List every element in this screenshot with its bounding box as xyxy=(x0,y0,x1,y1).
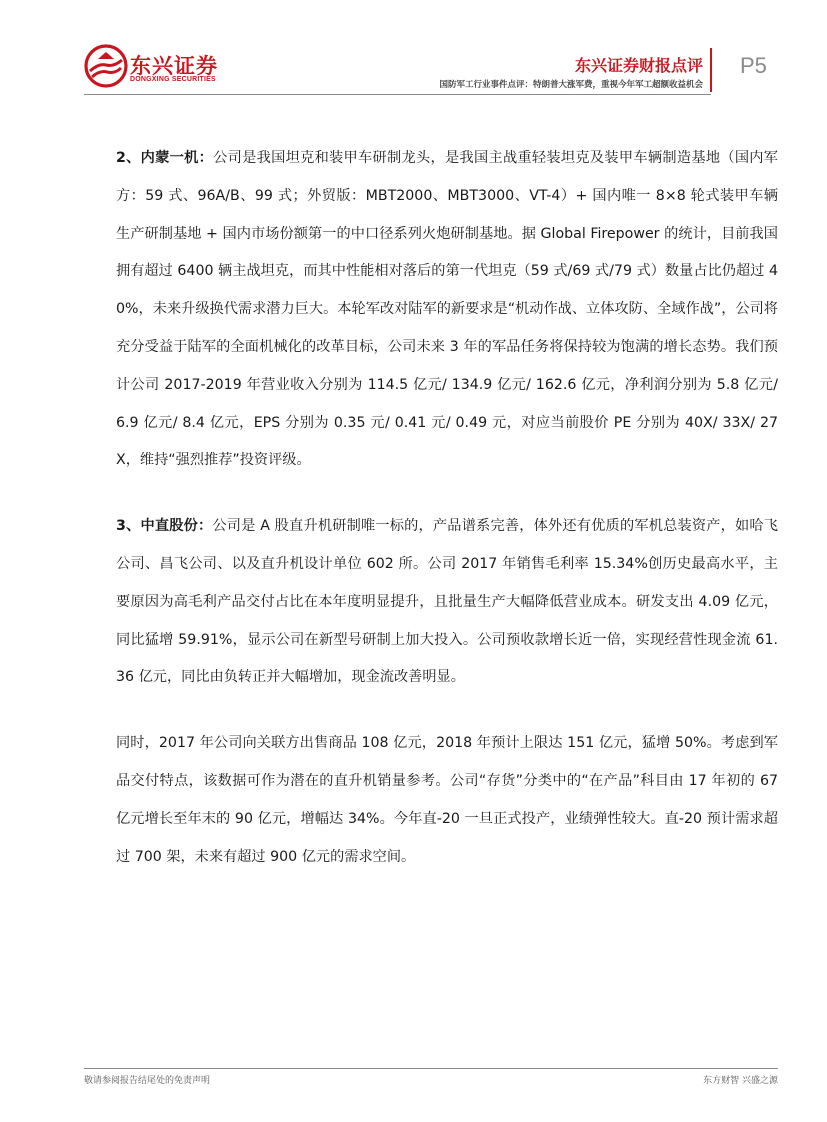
footer-rule xyxy=(84,1068,778,1069)
report-body xyxy=(116,140,778,876)
disclaimer-note: 敬请参阅报告结尾处的免责声明 xyxy=(84,1076,211,1086)
logo-mark-icon xyxy=(84,44,128,88)
header-rule xyxy=(84,94,711,95)
page-header xyxy=(0,0,827,100)
report-type-title: 东兴证券财报点评 xyxy=(574,56,703,75)
paragraph-text: 同时，2017 年公司向关联方出售商品 108 亿元，2018 年预计上限达 151 亿元，猛增 50%。考虑到军品交付特点，该数据可作为潜在的直升机销量参考。公司“存货”分类中的“在产品”科目由 17 年初的 67 亿元增长至年末的 90 亿元，增幅达 34%。今年直-20 一旦正式投产，业绩弹性较大。直-20 预计需求超过 700 架，未来有超过 900 亿元的需求空间。 xyxy=(116,735,778,865)
logo-english-name: DONGXING SECURITIES xyxy=(130,76,216,83)
paragraph-related-party-sales xyxy=(116,725,778,876)
logo-chinese-name: 东兴证券 xyxy=(130,54,218,78)
paragraph-avicopter xyxy=(116,508,778,697)
paragraph-text: 公司是我国坦克和装甲车研制龙头，是我国主战重轻装坦克及装甲车辆制造基地（国内军方：59 式、96A/B、99 式；外贸版：MBT2000、MBT3000、VT-4）+ 国内唯一 8×8 轮式装甲车辆生产研制基地 + 国内市场份额第一的中口径系列火炮研制基地。据 Global Firepower 的统计，目前我国拥有超过 6400 辆主战坦克，而其中性能相对落后的第一代坦克（59 式/69 式/79 式）数量占比仍超过 40%，未来升级换代需求潜力巨大。本轮军改对陆军的新要求是“机动作战、立体攻防、全域作战”，公司将充分受益于陆军的全面机械化的改革目标，公司未来 3 年的军品任务将保持较为饱满的增长态势。我们预计公司 2017-2019 年营业收入分别为 114.5 亿元/ 134.9 亿元/ 162.6 亿元，净利润分别为 5.8 亿元/ 6.9 亿元/ 8.4 亿元，EPS 分别为 0.35 元/ 0.41 元/ 0.49 元，对应当前股价 PE 分别为 40X/ 33X/ 27X，维持“强烈推荐”投资评级。 xyxy=(116,150,778,469)
paragraph-inner-mongolia-first-machinery xyxy=(116,140,778,480)
company-logo xyxy=(84,44,224,90)
paragraph-lead: 2、内蒙一机： xyxy=(116,150,214,166)
page-number: P5 xyxy=(740,53,767,78)
paragraph-text: 公司是 A 股直升机研制唯一标的，产品谱系完善，体外还有优质的军机总装资产，如哈飞公司、昌飞公司、以及直升机设计单位 602 所。公司 2017 年销售毛利率 15.34%创历史最高水平，主要原因为高毛利产品交付占比在本年度明显提升，且批量生产大幅降低营业成本。研发支出 4.09 亿元，同比猛增 59.91%，显示公司在新型号研制上加大投入。公司预收款增长近一倍，实现经营性现金流 61.36 亿元，同比由负转正并大幅增加，现金流改善明显。 xyxy=(116,518,778,686)
header-divider xyxy=(710,48,712,92)
paragraph-lead: 3、中直股份： xyxy=(116,518,213,535)
footer-slogan: 东方财智 兴盛之源 xyxy=(703,1076,778,1086)
report-subtitle: 国防军工行业事件点评：特朗普大涨军费，重视今年军工超额收益机会 xyxy=(439,80,703,90)
